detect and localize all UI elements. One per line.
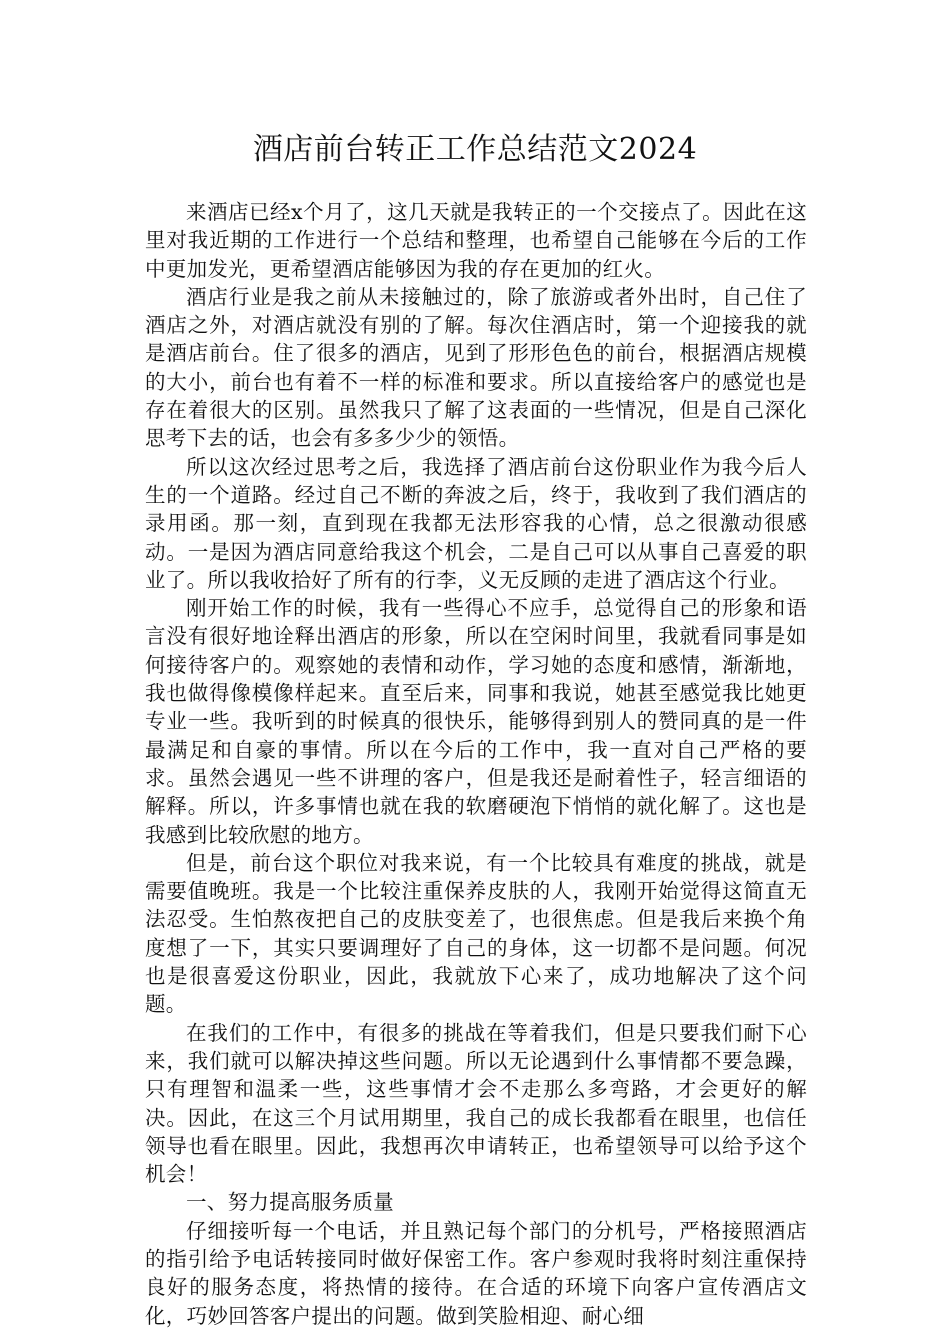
document-body xyxy=(145,198,807,1330)
document-title: 酒店前台转正工作总结范文2024 xyxy=(252,132,698,167)
section-heading: 一、努力提高服务质量 xyxy=(186,1190,394,1215)
paragraph-5: 但是，前台这个职位对我来说，有一个比较具有难度的挑战，就是需要值晚班。我是一个比较注重保养皮肤的人，我刚开始觉得这简直无法忍受。生怕熬夜把自己的皮肤变差了，也很焦虑。但是我后来换个角度想了一下，其实只要调理好了自己的身体，这一切都不是问题。何况也是很喜爱这份职业，因此，我就放下心来了，成功地解决了这个问题。 xyxy=(145,850,807,1017)
paragraph-3: 所以这次经过思考之后，我选择了酒店前台这份职业作为我今后人生的一个道路。经过自己不断的奔波之后，终于，我收到了我们酒店的录用函。那一刻，直到现在我都无法形容我的心情，总之很激动很感动。一是因为酒店同意给我这个机会，二是自己可以从事自己喜爱的职业了。所以我收拾好了所有的行李，义无反顾的走进了酒店这个行业。 xyxy=(145,454,807,592)
paragraph-4: 刚开始工作的时候，我有一些得心不应手，总觉得自己的形象和语言没有很好地诠释出酒店的形象，所以在空闲时间里，我就看同事是如何接待客户的。观察她的表情和动作，学习她的态度和感情，渐渐地，我也做得像模像样起来。直至后来，同事和我说，她甚至感觉我比她更专业一些。我听到的时候真的很快乐，能够得到别人的赞同真的是一件最满足和自豪的事情。所以在今后的工作中，我一直对自己严格的要求。虽然会遇见一些不讲理的客户，但是我还是耐着性子，轻言细语的解释。所以，许多事情也就在我的软磨硬泡下悄悄的就化解了。这也是我感到比较欣慰的地方。 xyxy=(145,596,807,847)
paragraph-2: 酒店行业是我之前从未接触过的，除了旅游或者外出时，自己住了酒店之外，对酒店就没有别的了解。每次住酒店时，第一个迎接我的就是酒店前台。住了很多的酒店，见到了形形色色的前台，根据酒店规模的大小，前台也有着不一样的标准和要求。所以直接给客户的感觉也是存在着很大的区别。虽然我只了解了这表面的一些情况，但是自己深化思考下去的话，也会有多多少少的领悟。 xyxy=(145,284,807,451)
paragraph-7: 仔细接听每一个电话，并且熟记每个部门的分机号，严格接照酒店的指引给予电话转接同时做好保密工作。客户参观时我将时刻注重保持良好的服务态度，将热情的接待。在合适的环境下向客户宣传酒店文化，巧妙回答客户提出的问题。做到笑脸相迎、耐心细 xyxy=(145,1218,807,1328)
paragraph-6: 在我们的工作中，有很多的挑战在等着我们，但是只要我们耐下心来，我们就可以解决掉这些问题。所以无论遇到什么事情都不要急躁，只有理智和温柔一些，这些事情才会不走那么多弯路，才会更好的解决。因此，在这三个月试用期里，我自己的成长我都看在眼里，也信任领导也看在眼里。因此，我想再次申请转正，也希望领导可以给予这个机会！ xyxy=(145,1020,807,1187)
paragraph-1: 来酒店已经x个月了，这几天就是我转正的一个交接点了。因此在这里对我近期的工作进行一个总结和整理，也希望自己能够在今后的工作中更加发光，更希望酒店能够因为我的存在更加的红火。 xyxy=(145,200,807,281)
